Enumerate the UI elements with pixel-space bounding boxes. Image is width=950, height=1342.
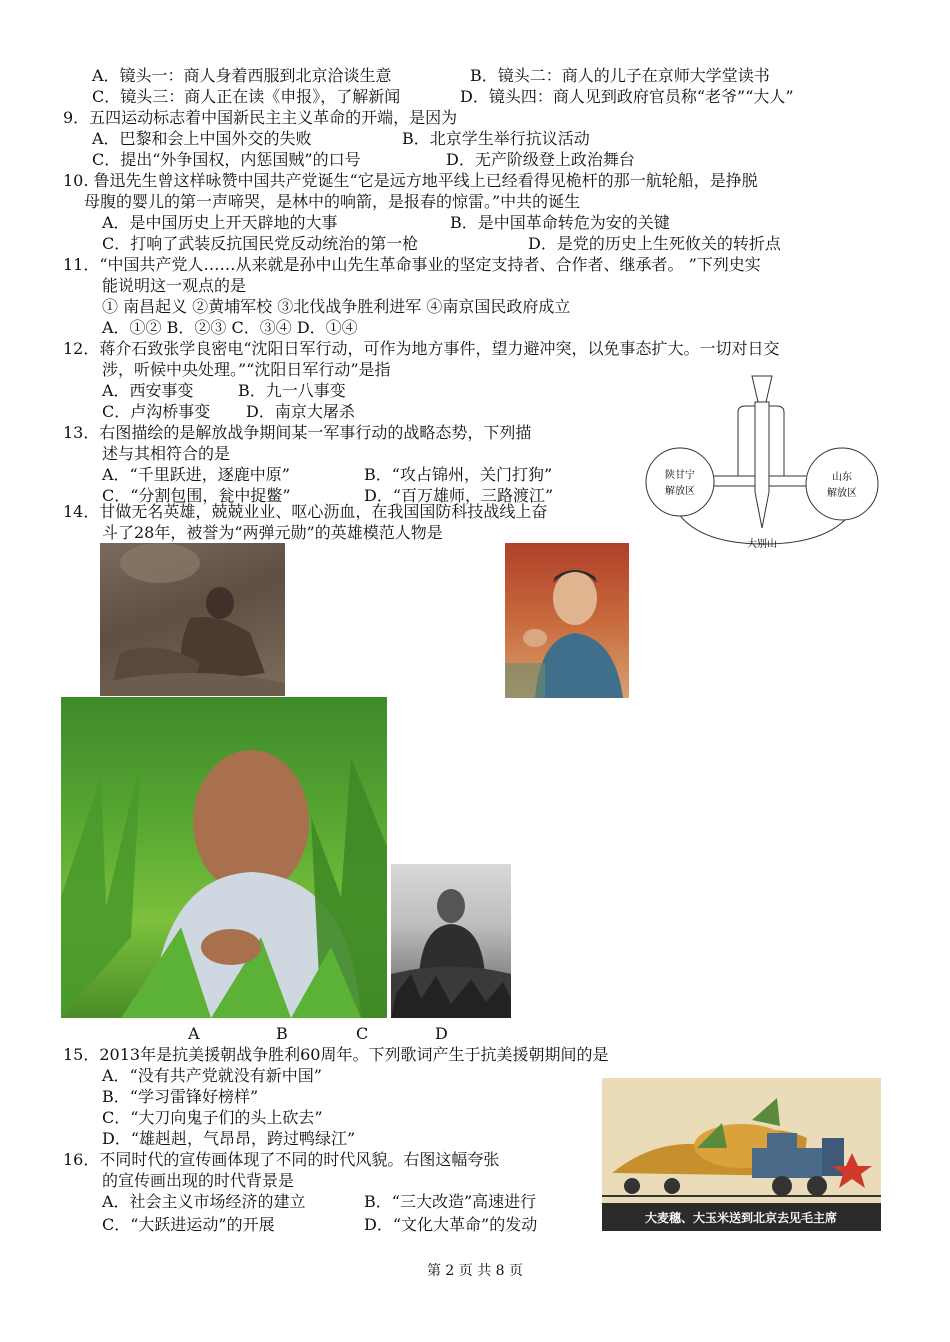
q15-option-c: C．“大刀向鬼子们的头上砍去”	[102, 1108, 323, 1127]
q9-option-c: C．提出“外争国权，内惩国贼”的口号	[92, 150, 361, 169]
q12-option-a: A．西安事变	[102, 381, 194, 400]
left-region-label-1: 陕甘宁	[665, 470, 695, 481]
rice-field-figure-icon	[61, 697, 387, 1018]
q13-option-b: B．“攻占锦州，关门打狗”	[364, 465, 553, 484]
photo-option-a[interactable]	[100, 543, 285, 696]
q9-stem: 9．五四运动标志着中国新民主主义革命的开端，是因为	[63, 108, 458, 127]
q12-option-d: D．南京大屠杀	[246, 402, 355, 421]
arrow-tail	[752, 376, 772, 402]
q10-option-d: D．是党的历史上生死攸关的转折点	[528, 234, 781, 253]
photo-label-c: C	[356, 1024, 369, 1043]
mud-figure-icon	[100, 543, 285, 696]
q14-stem-line2: 斗了28年，被誉为“两弹元勋”的英雄模范人物是	[102, 523, 443, 542]
q11-items: ① 南昌起义 ②黄埔军校 ③北伐战争胜利进军 ④南京国民政府成立	[102, 297, 571, 316]
q12-stem-line1: 12．蒋介石致张学良密电“沈阳日军行动，可作为地方事件，望力避冲突，以免事态扩大。一切对日交	[63, 339, 780, 358]
q13-strategic-map	[640, 372, 890, 554]
left-region-circle	[646, 448, 714, 516]
q12-option-c: C．卢沟桥事变	[102, 402, 211, 421]
q15-stem: 15．2013年是抗美援朝战争胜利60周年。下列歌词产生于抗美援朝期间的是	[63, 1045, 609, 1064]
field-worker-figure-icon	[391, 864, 511, 1018]
q11-options: A．①② B．②③ C．③④ D．①④	[102, 318, 358, 337]
right-region-label-2: 解放区	[827, 488, 857, 499]
q16-option-d: D．“文化大革命”的发动	[364, 1215, 538, 1234]
photo-label-b: B	[276, 1024, 288, 1043]
q16-stem-line2: 的宣传画出现的时代背景是	[102, 1171, 295, 1190]
q13-option-d: D．“百万雄师，三路渡江”	[364, 486, 554, 505]
right-region-label-1: 山东	[832, 472, 852, 483]
photo-label-d: D	[435, 1024, 448, 1043]
q9-option-b: B．北京学生举行抗议活动	[402, 129, 590, 148]
q13-option-a: A．“千里跃进，逐鹿中原”	[102, 465, 290, 484]
q16-option-b: B．“三大改造”高速进行	[364, 1192, 537, 1211]
page-footer: 第 2 页 共 8 页	[426, 1263, 524, 1279]
q10-option-b: B．是中国革命转危为安的关键	[450, 213, 670, 232]
q16-stem-line1: 16．不同时代的宣传画体现了不同的时代风貌。右图这幅夸张	[63, 1150, 500, 1169]
propaganda-poster[interactable]	[602, 1078, 881, 1231]
train-with-giant-grain-icon	[602, 1078, 881, 1231]
q16-option-c: C．“大跃进运动”的开展	[102, 1215, 275, 1234]
q12-stem-line2: 涉，听候中央处理。”“沈阳日军行动”是指	[102, 360, 391, 379]
q12-option-b: B．九一八事变	[238, 381, 346, 400]
mountain-label: 大别山	[747, 539, 777, 550]
photo-option-b[interactable]	[505, 543, 629, 698]
q11-stem-line1: 11．“中国共产党人……从来就是孙中山先生革命事业的坚定支持者、合作者、继承者。 ”下列史实	[63, 255, 761, 274]
photo-option-d[interactable]	[391, 864, 511, 1018]
q14-stem-line1: 14．甘做无名英雄，兢兢业业、呕心沥血，在我国国防科技战线上奋	[63, 502, 548, 521]
q10-stem-line2: 母腹的婴儿的第一声啼哭，是林中的响箭，是报春的惊雷。”中共的诞生	[84, 192, 581, 211]
q9-option-d: D．无产阶级登上政治舞台	[446, 150, 635, 169]
q10-option-c: C．打响了武装反抗国民党反动统治的第一枪	[102, 234, 419, 253]
poster-caption: 大麦穗、大玉米送到北京去见毛主席	[644, 1211, 838, 1225]
q13-stem-line2: 述与其相符合的是	[102, 444, 231, 463]
q15-option-b: B．“学习雷锋好榜样”	[102, 1087, 259, 1106]
q8-option-c: C．镜头三：商人正在读《申报》，了解新闻	[92, 87, 401, 106]
q15-option-a: A．“没有共产党就没有新中国”	[102, 1066, 322, 1085]
q15-option-d: D．“雄赳赳，气昂昂，跨过鸭绿江”	[102, 1129, 356, 1148]
q8-option-a: A．镜头一：商人身着西服到北京洽谈生意	[92, 66, 392, 85]
photo-option-c[interactable]	[61, 697, 387, 1018]
right-region-circle	[806, 448, 878, 520]
q9-option-a: A．巴黎和会上中国外交的失败	[92, 129, 312, 148]
portrait-figure-icon	[505, 543, 629, 698]
arrow-shaft	[755, 402, 769, 528]
q16-option-a: A．社会主义市场经济的建立	[102, 1192, 306, 1211]
q10-stem-line1: 10. 鲁迅先生曾这样咏赞中国共产党诞生“它是远方地平线上已经看得见桅杆的那一航轮船，是挣脱	[63, 171, 758, 190]
left-region-label-2: 解放区	[665, 486, 695, 497]
q11-stem-line2: 能说明这一观点的是	[102, 276, 247, 295]
q10-option-a: A．是中国历史上开天辟地的大事	[102, 213, 338, 232]
q8-option-b: B．镜头二：商人的儿子在京师大学堂读书	[470, 66, 770, 85]
q13-stem-line1: 13．右图描绘的是解放战争期间某一军事行动的战略态势，下列描	[63, 423, 532, 442]
photo-label-a: A	[188, 1024, 200, 1043]
q13-option-c: C．“分割包围，瓮中捉鳖”	[102, 486, 291, 505]
q8-option-d: D．镜头四：商人见到政府官员称“老爷”“大人”	[460, 87, 794, 106]
